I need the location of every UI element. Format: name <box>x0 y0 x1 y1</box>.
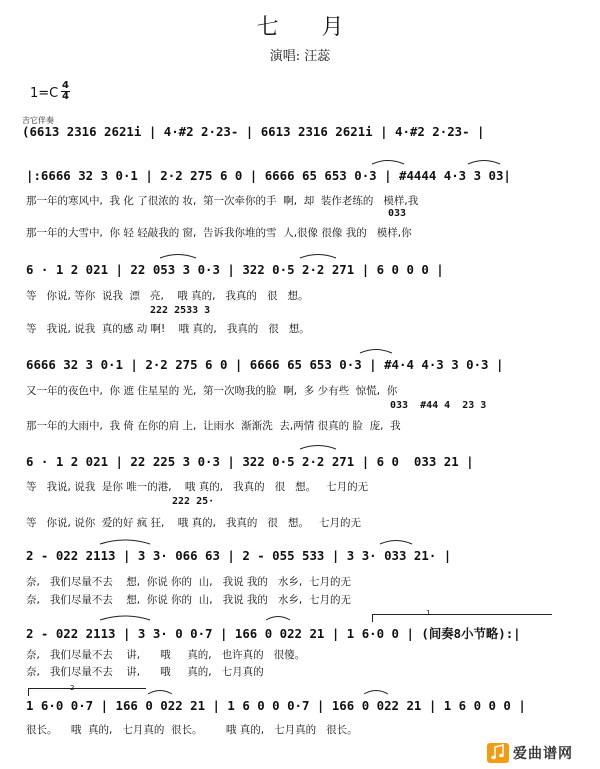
slur-mark <box>300 446 336 450</box>
system-7-notes: 1 6·0 0·7 | 166 0 022 21 | 1 6 0 0 0·7 | 166 0 022 21 | 1 6 0 0 0 | <box>26 698 526 713</box>
slur-mark <box>160 255 196 259</box>
system-1-notes: |:6666 32 3 0·1 | 2·2 275 6 0 | 6666 65 653 0·3 | #4444 4·3 3 03| <box>26 168 511 183</box>
system-5-notes: 2 - 022 2113 | 3 3· 066 63 | 2 - 055 533 | 3 3· 033 21· | <box>26 548 452 563</box>
slur-mark <box>300 255 336 259</box>
slur-mark <box>148 691 172 695</box>
system-5-lyric-verse-2: 奈, 我们尽量不去 想, 你说 你的 山, 我说 我的 水乡, 七月的无 <box>26 594 351 606</box>
music-note-logo-icon <box>486 742 510 764</box>
second-ending-number: 2 <box>70 684 75 692</box>
slur-mark <box>468 161 500 165</box>
system-6-lyric-verse-1: 奈, 我们尽量不去 讲, 哦 真的, 也许真的 很傻。 <box>26 649 306 661</box>
system-4-lyric-verse-1: 等 我说, 说我 是你 唯一的港, 哦 真的, 我真的 很 想。 七月的无 <box>26 481 369 493</box>
site-watermark <box>486 740 596 766</box>
system-3-variant-notes: 033 #44 4 23 3 <box>390 400 487 411</box>
slur-mark <box>380 541 412 545</box>
system-2-lyric-verse-1: 等 你说, 等你 说我 漂 亮, 哦 真的, 我真的 很 想。 <box>26 290 309 302</box>
system-7-lyric: 很长。 哦 真的, 七月真的 很长。 哦 真的, 七月真的 很长。 <box>26 724 358 736</box>
system-5-lyric-verse-1: 奈, 我们尽量不去 想, 你说 你的 山, 我说 我的 水乡, 七月的无 <box>26 576 351 588</box>
system-2-variant-notes: 222 2533 3 <box>150 305 211 316</box>
slur-mark <box>100 616 150 620</box>
time-signature-bottom: 4 <box>62 91 69 102</box>
system-6-lyric-verse-2: 奈, 我们尽量不去 讲, 哦 真的, 七月真的 <box>26 666 264 678</box>
system-4-lyric-verse-2: 等 你说, 说你 爱的好 疯 狂, 哦 真的, 我真的 很 想。 七月的无 <box>26 517 361 529</box>
watermark-text: 爱曲谱网 <box>513 746 573 762</box>
song-title: 七 月 <box>256 15 362 40</box>
system-1-lyric-verse-1: 那一年的寒风中, 我 化 了很浓的 妆, 第一次牵你的手 啊, 却 装作老练的 模样,我 <box>26 195 419 207</box>
intro-label: 吉它伴奏 <box>22 116 54 125</box>
system-2-lyric-verse-2: 等 我说, 说我 真的感 动 啊! 哦 真的, 我真的 很 想。 <box>26 323 310 335</box>
singer-credit: 演唱: 汪蕊 <box>269 49 331 64</box>
key-signature: 1=C <box>30 86 59 101</box>
system-3-notes: 6666 32 3 0·1 | 2·2 275 6 0 | 6666 65 653 0·3 | #4·4 4·3 3 0·3 | <box>26 357 504 372</box>
slur-mark <box>372 161 404 165</box>
slur-mark <box>360 350 392 354</box>
slur-mark <box>364 691 388 695</box>
system-1-variant-notes: 033 <box>388 208 407 219</box>
system-3-lyric-verse-2: 那一年的大雨中, 我 倚 在你的肩 上, 让雨水 渐渐洗 去,两情 很真的 脸 庞, 我 <box>26 420 401 432</box>
system-2-notes: 6 · 1 2 021 | 22 053 3 0·3 | 322 0·5 2·2 271 | 6 0 0 0 | <box>26 262 444 277</box>
time-signature-top: 4 <box>62 80 69 91</box>
slur-mark <box>100 540 150 544</box>
intro-notes: (6613 2316 2621i | 4·#2 2·23- | 6613 2316 2621i | 4·#2 2·23- | <box>22 124 485 139</box>
system-4-variant-notes: 222 25· <box>172 496 215 507</box>
first-ending-number: 1 <box>426 609 431 617</box>
system-6-notes: 2 - 022 2113 | 3 3· 0 0·7 | 166 0 022 21 | 1 6·0 0 | (间奏8小节略):| <box>26 626 521 641</box>
slur-mark <box>266 617 290 621</box>
system-3-lyric-verse-1: 又一年的夜色中, 你 遮 住星星的 光, 第一次吻我的脸 啊, 多 少有些 惊慌, 你 <box>26 385 398 397</box>
system-1-lyric-verse-2: 那一年的大雪中, 你 轻 轻敲我的 窗, 告诉我你堆的雪 人,很像 很像 我的 模样,你 <box>26 227 412 239</box>
system-4-notes: 6 · 1 2 021 | 22 225 3 0·3 | 322 0·5 2·2 271 | 6 0 033 21 | <box>26 454 474 469</box>
